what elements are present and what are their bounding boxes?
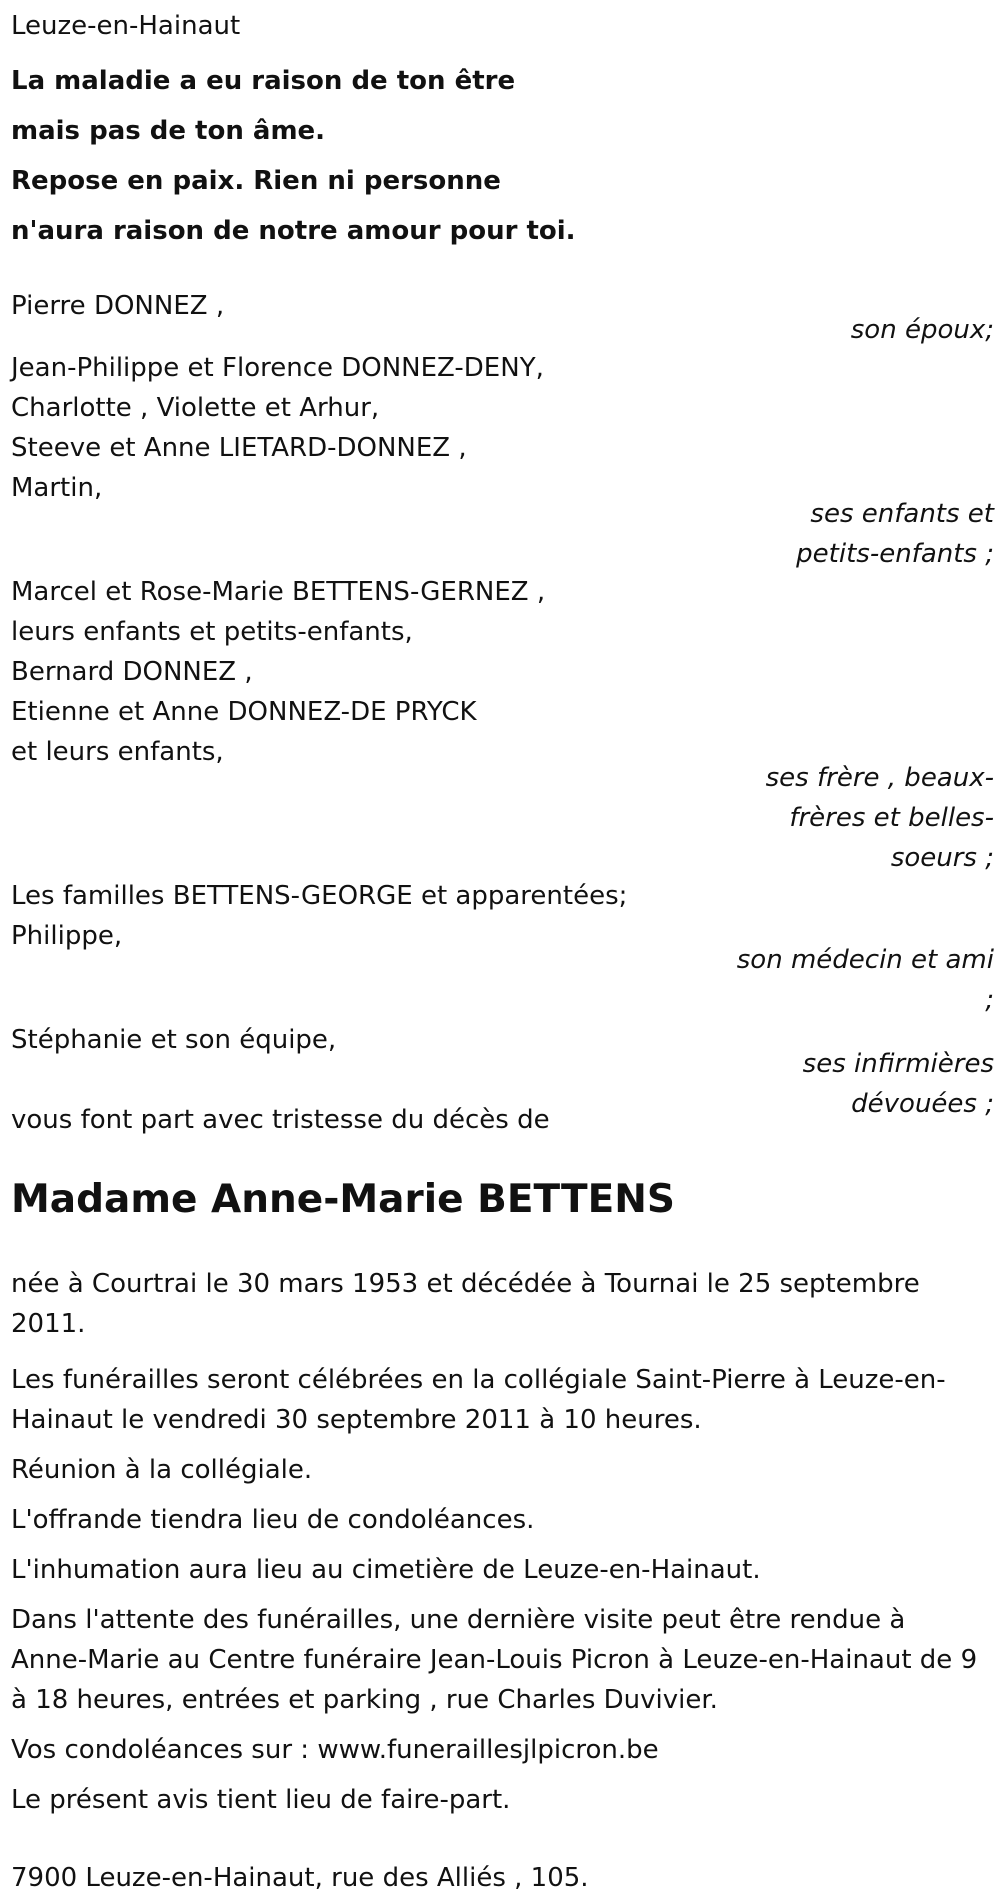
role-line: son époux; xyxy=(850,315,994,345)
family-line: Pierre DONNEZ , xyxy=(11,291,225,321)
role-line: ses enfants et xyxy=(810,499,994,529)
family-children xyxy=(11,348,544,508)
poem-line: mais pas de ton âme. xyxy=(11,116,326,146)
role-line: ; xyxy=(985,985,994,1015)
poem-line: n'aura raison de notre amour pour toi. xyxy=(11,216,576,246)
role-line: ses infirmières xyxy=(802,1049,994,1079)
family-line: Bernard DONNEZ , xyxy=(11,657,253,687)
family-line: leurs enfants et petits-enfants, xyxy=(11,617,413,647)
footer-address: 7900 Leuze-en-Hainaut, rue des Alliés , 105. xyxy=(11,1863,589,1893)
role-nurses xyxy=(803,1044,994,1124)
detail-offering: L'offrande tiendra lieu de condoléances. xyxy=(11,1505,535,1535)
role-line: ses frère , beaux- xyxy=(765,763,994,793)
detail-meeting: Réunion à la collégiale. xyxy=(11,1455,313,1485)
role-spouse xyxy=(851,310,994,350)
role-line: frères et belles- xyxy=(789,803,994,833)
family-line: Charlotte , Violette et Arhur, xyxy=(11,393,380,423)
role-line: son médecin et ami xyxy=(736,945,994,975)
family-spouse xyxy=(11,286,224,326)
detail-notice: Le présent avis tient lieu de faire-part. xyxy=(11,1785,511,1815)
family-line: Martin, xyxy=(11,473,103,503)
family-line: Jean-Philippe et Florence DONNEZ-DENY, xyxy=(11,353,544,383)
detail-condolences: Vos condoléances sur : www.funeraillesjlpicron.be xyxy=(11,1735,659,1765)
detail-visit: Dans l'attente des funérailles, une dernière visite peut être rendue à Anne-Marie au Centre funéraire Jean-Louis Picron à Leuze-en-Hainaut de 9 à 18 heures, entrées et parking , rue Charles Duvivier. xyxy=(11,1605,978,1715)
detail-funeral: Les funérailles seront célébrées en la collégiale Saint-Pierre à Leuze-en-Hainaut le vendredi 30 septembre 2011 à 10 heures. xyxy=(11,1365,946,1435)
family-line: Marcel et Rose-Marie BETTENS-GERNEZ , xyxy=(11,577,546,607)
family-line: Etienne et Anne DONNEZ-DE PRYCK xyxy=(11,697,477,727)
announcement-text: vous font part avec tristesse du décès de xyxy=(11,1105,550,1135)
family-nurses xyxy=(11,1020,336,1060)
family-relatives xyxy=(11,876,627,916)
place-heading: Leuze-en-Hainaut xyxy=(11,11,241,41)
poem-line: Repose en paix. Rien ni personne xyxy=(11,166,501,196)
detail-burial: L'inhumation aura lieu au cimetière de Leuze-en-Hainaut. xyxy=(11,1555,761,1585)
family-line: Steeve et Anne LIETARD-DONNEZ , xyxy=(11,433,467,463)
family-line: et leurs enfants, xyxy=(11,737,224,767)
role-doctor xyxy=(737,940,994,1020)
role-children xyxy=(796,494,994,574)
memorial-poem xyxy=(11,56,576,256)
role-line: dévouées ; xyxy=(851,1089,994,1119)
role-line: petits-enfants ; xyxy=(796,539,994,569)
family-line: Philippe, xyxy=(11,921,123,951)
family-line: Les familles BETTENS-GEORGE et apparentées; xyxy=(11,881,628,911)
role-line: soeurs ; xyxy=(890,843,994,873)
deceased-name: Madame Anne-Marie BETTENS xyxy=(11,1177,675,1222)
poem-line: La maladie a eu raison de ton être xyxy=(11,66,516,96)
family-siblings xyxy=(11,572,545,772)
detail-birth-death: née à Courtrai le 30 mars 1953 et décédée à Tournai le 25 septembre 2011. xyxy=(11,1269,920,1339)
family-line: Stéphanie et son équipe, xyxy=(11,1025,337,1055)
role-siblings xyxy=(766,758,994,878)
family-doctor xyxy=(11,916,122,956)
